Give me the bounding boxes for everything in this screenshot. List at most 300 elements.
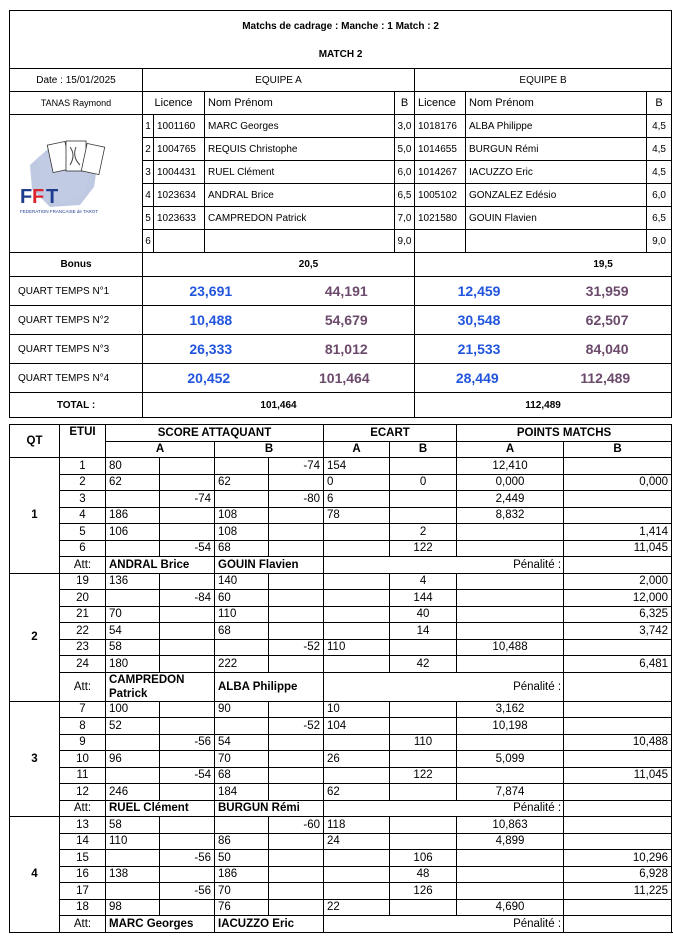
score-b-positive: 60	[215, 590, 269, 607]
player-row	[10, 115, 672, 138]
points-a	[457, 606, 564, 623]
team-b-b-value: 6,5	[647, 207, 672, 230]
ecart-b: 4	[390, 573, 457, 590]
summary-table	[9, 10, 672, 418]
score-b-negative	[269, 540, 324, 557]
player-number: 3	[143, 161, 154, 184]
name-header-b: Nom Prénom	[466, 92, 647, 115]
etui-number: 18	[60, 899, 106, 916]
ecart-b: 42	[390, 656, 457, 673]
score-b-positive: 108	[215, 507, 269, 524]
team-b-quarter-points: 28,449	[455, 370, 499, 386]
points-b: 2,000	[564, 573, 672, 590]
ecart-b	[390, 491, 457, 508]
points-a: 0,000	[457, 474, 564, 491]
score-b-positive: 68	[215, 540, 269, 557]
points-a	[457, 573, 564, 590]
team-a-cumulative: 81,012	[324, 341, 368, 357]
attacker-label: Att:	[60, 672, 106, 701]
score-b-negative: -52	[269, 639, 324, 656]
score-a-negative	[160, 623, 215, 640]
quarter-label: QUART TEMPS N°2	[10, 306, 143, 335]
score-a-positive: 70	[106, 606, 160, 623]
score-b-positive: 184	[215, 784, 269, 801]
score-b-negative	[269, 767, 324, 784]
total-label: TOTAL :	[10, 393, 143, 418]
ecart-a	[324, 767, 390, 784]
ecart-b: 0	[390, 474, 457, 491]
quarter-label: QUART TEMPS N°1	[10, 277, 143, 306]
licence-header-b: Licence	[415, 92, 466, 115]
ecart-b: 14	[390, 623, 457, 640]
team-b-cumulative: 31,959	[585, 283, 629, 299]
penalty-label: Pénalité :	[324, 557, 564, 574]
points-a: 10,198	[457, 718, 564, 735]
ecart-a	[324, 866, 390, 883]
quarter-row	[10, 306, 672, 335]
ecart-b: 122	[390, 767, 457, 784]
score-a-negative	[160, 701, 215, 718]
team-b-b-value: 4,5	[647, 138, 672, 161]
ecart-b	[390, 833, 457, 850]
ecart-a: 6	[324, 491, 390, 508]
points-b: 12,000	[564, 590, 672, 607]
ecart-b: 126	[390, 883, 457, 900]
team-b-quarter-points: 30,548	[457, 312, 501, 328]
ecart-a: 104	[324, 718, 390, 735]
attacker-row	[10, 557, 672, 574]
etui-row	[10, 474, 672, 491]
points-b	[564, 751, 672, 768]
match-date: Date : 15/01/2025	[10, 69, 143, 92]
score-b-positive: 62	[215, 474, 269, 491]
ecart-b	[390, 718, 457, 735]
score-b-positive: 140	[215, 573, 269, 590]
score-a-negative	[160, 817, 215, 834]
etui-row	[10, 623, 672, 640]
fft-logo	[10, 115, 143, 253]
etui-number: 14	[60, 833, 106, 850]
score-a-negative	[160, 751, 215, 768]
points-b-header: B	[564, 441, 672, 458]
ecart-a	[324, 524, 390, 541]
score-a-negative	[160, 606, 215, 623]
points-a: 3,162	[457, 701, 564, 718]
score-a-negative: -56	[160, 734, 215, 751]
attacker-team-a: RUEL Clément	[106, 800, 215, 817]
quarter-row	[10, 364, 672, 393]
score-b-positive	[215, 639, 269, 656]
player-number: 4	[143, 184, 154, 207]
score-a-positive	[106, 540, 160, 557]
points-b: 11,045	[564, 767, 672, 784]
score-b-negative: -60	[269, 817, 324, 834]
etui-row	[10, 491, 672, 508]
score-b-positive	[215, 458, 269, 475]
etui-number: 21	[60, 606, 106, 623]
etui-row	[10, 701, 672, 718]
ecart-a	[324, 850, 390, 867]
ecart-a: 0	[324, 474, 390, 491]
etui-number: 2	[60, 474, 106, 491]
ecart-a	[324, 883, 390, 900]
score-a-positive: 58	[106, 817, 160, 834]
team-a-quarter-scores	[143, 364, 415, 393]
etui-number: 6	[60, 540, 106, 557]
attacker-row	[10, 916, 672, 933]
team-b-b-value: 6,0	[647, 184, 672, 207]
ecart-a	[324, 734, 390, 751]
points-a: 8,832	[457, 507, 564, 524]
referee-name: TANAS Raymond	[10, 92, 143, 115]
score-a-positive	[106, 491, 160, 508]
score-a-negative: -54	[160, 540, 215, 557]
points-a	[457, 883, 564, 900]
score-b-positive: 108	[215, 524, 269, 541]
attacker-team-b: ALBA Philippe	[215, 672, 324, 701]
score-b-positive: 70	[215, 883, 269, 900]
team-b-player-name: ALBA Philippe	[466, 115, 647, 138]
score-b-positive: 68	[215, 623, 269, 640]
team-a-player-name: CAMPREDON Patrick	[205, 207, 395, 230]
sheet-title: Matchs de cadrage : Manche : 1 Match : 2	[10, 11, 672, 42]
etui-row	[10, 751, 672, 768]
team-a-cumulative: 44,191	[324, 283, 368, 299]
score-b-negative	[269, 701, 324, 718]
score-a-negative: -84	[160, 590, 215, 607]
score-b-negative	[269, 751, 324, 768]
ecart-b	[390, 899, 457, 916]
team-b-player-name: BURGUN Rémi	[466, 138, 647, 161]
team-a-quarter-points: 26,333	[189, 341, 233, 357]
team-a-quarter-points: 10,488	[189, 312, 233, 328]
quarter-label: QUART TEMPS N°4	[10, 364, 143, 393]
score-b-positive: 68	[215, 767, 269, 784]
team-b-quarter-points: 21,533	[457, 341, 501, 357]
etui-row	[10, 734, 672, 751]
team-a-b-value: 7,0	[395, 207, 415, 230]
points-b	[564, 507, 672, 524]
points-b: 10,488	[564, 734, 672, 751]
team-b-player-name: GONZALEZ Edésio	[466, 184, 647, 207]
attacker-team-b: BURGUN Rémi	[215, 800, 324, 817]
points-a: 10,863	[457, 817, 564, 834]
team-b-b-value: 4,5	[647, 161, 672, 184]
score-sheet	[9, 10, 671, 933]
etui-number: 4	[60, 507, 106, 524]
points-a	[457, 850, 564, 867]
b-header-a: B	[395, 92, 415, 115]
score-header: SCORE ATTAQUANT	[106, 425, 324, 442]
score-a-negative: -74	[160, 491, 215, 508]
score-a-positive: 180	[106, 656, 160, 673]
etui-number: 19	[60, 573, 106, 590]
player-number: 2	[143, 138, 154, 161]
score-a-negative	[160, 866, 215, 883]
points-b	[564, 817, 672, 834]
quarter-number: 3	[10, 701, 60, 817]
team-a-quarter-points: 20,452	[187, 370, 231, 386]
points-b	[564, 899, 672, 916]
score-a-negative	[160, 899, 215, 916]
ecart-a	[324, 590, 390, 607]
points-b: 11,045	[564, 540, 672, 557]
score-a-negative	[160, 474, 215, 491]
etui-row	[10, 524, 672, 541]
name-header-a: Nom Prénom	[205, 92, 395, 115]
team-b-licence: 1018176	[415, 115, 466, 138]
ecart-b	[390, 507, 457, 524]
ecart-a	[324, 606, 390, 623]
score-b-negative: -52	[269, 718, 324, 735]
team-a-quarter-scores	[143, 306, 415, 335]
etui-number: 11	[60, 767, 106, 784]
score-b-positive	[215, 817, 269, 834]
team-b-licence: 1005102	[415, 184, 466, 207]
etui-number: 20	[60, 590, 106, 607]
ecart-a: 10	[324, 701, 390, 718]
points-a: 2,449	[457, 491, 564, 508]
score-a-negative	[160, 507, 215, 524]
points-a: 10,488	[457, 639, 564, 656]
team-a-cumulative: 54,679	[324, 312, 368, 328]
ecart-a: 22	[324, 899, 390, 916]
team-a-player-name: RUEL Clément	[205, 161, 395, 184]
score-a-positive: 136	[106, 573, 160, 590]
detail-table	[9, 424, 672, 933]
attacker-team-b: IACUZZO Eric	[215, 916, 324, 933]
team-a-player-name: ANDRAL Brice	[205, 184, 395, 207]
score-a-negative: -54	[160, 767, 215, 784]
team-b-player-name: IACUZZO Eric	[466, 161, 647, 184]
points-a	[457, 656, 564, 673]
score-b-negative	[269, 590, 324, 607]
team-a-licence: 1023634	[154, 184, 205, 207]
points-b: 6,481	[564, 656, 672, 673]
score-a-negative	[160, 639, 215, 656]
team-a-player-name: MARC Georges	[205, 115, 395, 138]
ecart-a: 110	[324, 639, 390, 656]
etui-row	[10, 899, 672, 916]
ecart-a: 26	[324, 751, 390, 768]
score-a-negative	[160, 524, 215, 541]
team-a-quarter-scores	[143, 277, 415, 306]
player-number: 1	[143, 115, 154, 138]
score-b-positive	[215, 718, 269, 735]
score-b-negative	[269, 606, 324, 623]
svg-text:F: F	[32, 186, 45, 208]
ecart-b	[390, 458, 457, 475]
attacker-label: Att:	[60, 800, 106, 817]
etui-number: 24	[60, 656, 106, 673]
score-b-positive: 76	[215, 899, 269, 916]
etui-row	[10, 656, 672, 673]
etui-number: 13	[60, 817, 106, 834]
penalty-label: Pénalité :	[324, 916, 564, 933]
points-b	[564, 639, 672, 656]
team-b-quarter-scores	[415, 306, 672, 335]
score-b-negative	[269, 866, 324, 883]
ecart-b: 2	[390, 524, 457, 541]
quarter-label: QUART TEMPS N°3	[10, 335, 143, 364]
attacker-team-a: CAMPREDON Patrick	[106, 672, 215, 701]
points-header: POINTS MATCHS	[457, 425, 672, 442]
team-a-licence: 1001160	[154, 115, 205, 138]
etui-row	[10, 718, 672, 735]
score-a-negative	[160, 458, 215, 475]
team-b-quarter-scores	[415, 364, 672, 393]
ecart-header: ECART	[324, 425, 457, 442]
score-a-positive	[106, 850, 160, 867]
team-b-licence: 1014655	[415, 138, 466, 161]
team-a-quarter-points: 23,691	[189, 283, 233, 299]
ecart-b: 40	[390, 606, 457, 623]
team-a-licence	[154, 230, 205, 253]
score-b-negative: -74	[269, 458, 324, 475]
score-a-positive: 138	[106, 866, 160, 883]
points-a	[457, 540, 564, 557]
etui-number: 10	[60, 751, 106, 768]
ecart-a	[324, 623, 390, 640]
score-a-positive: 80	[106, 458, 160, 475]
etui-number: 15	[60, 850, 106, 867]
etui-row	[10, 866, 672, 883]
team-a-b-value: 3,0	[395, 115, 415, 138]
team-b-cumulative: 62,507	[585, 312, 629, 328]
score-a-positive: 106	[106, 524, 160, 541]
points-b: 10,296	[564, 850, 672, 867]
ecart-a	[324, 656, 390, 673]
attacker-label: Att:	[60, 916, 106, 933]
penalty-value	[564, 800, 672, 817]
etui-row	[10, 883, 672, 900]
ecart-b: 144	[390, 590, 457, 607]
team-a-b-value: 9,0	[395, 230, 415, 253]
ecart-a	[324, 573, 390, 590]
team-a-quarter-scores	[143, 335, 415, 364]
etui-row	[10, 606, 672, 623]
score-a-negative: -56	[160, 850, 215, 867]
team-b-licence	[415, 230, 466, 253]
score-b-positive: 186	[215, 866, 269, 883]
ecart-b: 106	[390, 850, 457, 867]
points-a	[457, 590, 564, 607]
points-a-header: A	[457, 441, 564, 458]
points-b	[564, 491, 672, 508]
score-b-positive: 54	[215, 734, 269, 751]
team-b-header: EQUIPE B	[415, 69, 672, 92]
attacker-team-a: ANDRAL Brice	[106, 557, 215, 574]
points-a	[457, 734, 564, 751]
quarter-number: 2	[10, 573, 60, 701]
team-a-b-value: 6,5	[395, 184, 415, 207]
player-number: 6	[143, 230, 154, 253]
match-title: MATCH 2	[10, 41, 672, 69]
score-b-positive: 90	[215, 701, 269, 718]
team-b-player-name: GOUIN Flavien	[466, 207, 647, 230]
etui-number: 22	[60, 623, 106, 640]
score-b-negative	[269, 833, 324, 850]
team-a-licence: 1004765	[154, 138, 205, 161]
points-a: 7,874	[457, 784, 564, 801]
bonus-team-b: 19,5	[415, 253, 672, 277]
quarter-number: 1	[10, 458, 60, 574]
score-a-negative	[160, 784, 215, 801]
score-a-negative	[160, 656, 215, 673]
attacker-team-b: GOUIN Flavien	[215, 557, 324, 574]
etui-row	[10, 784, 672, 801]
etui-number: 3	[60, 491, 106, 508]
penalty-value	[564, 672, 672, 701]
team-b-quarter-points: 12,459	[457, 283, 501, 299]
points-a	[457, 866, 564, 883]
etui-row	[10, 767, 672, 784]
points-b	[564, 701, 672, 718]
team-a-player-name	[205, 230, 395, 253]
etui-row	[10, 833, 672, 850]
score-b-negative	[269, 507, 324, 524]
score-a-positive: 100	[106, 701, 160, 718]
attacker-team-a: MARC Georges	[106, 916, 215, 933]
points-a	[457, 767, 564, 784]
svg-text:F: F	[20, 186, 33, 208]
ecart-a	[324, 540, 390, 557]
score-a-positive: 96	[106, 751, 160, 768]
etui-row	[10, 850, 672, 867]
points-b: 1,414	[564, 524, 672, 541]
total-team-a: 101,464	[143, 393, 415, 418]
points-b	[564, 458, 672, 475]
score-b-header: B	[215, 441, 324, 458]
score-a-header: A	[106, 441, 215, 458]
team-a-licence: 1004431	[154, 161, 205, 184]
etui-row	[10, 540, 672, 557]
team-a-licence: 1023633	[154, 207, 205, 230]
team-b-cumulative: 112,489	[580, 370, 631, 386]
score-a-positive: 62	[106, 474, 160, 491]
b-header-b: B	[647, 92, 672, 115]
etui-row	[10, 573, 672, 590]
points-b	[564, 833, 672, 850]
score-a-positive: 246	[106, 784, 160, 801]
points-b	[564, 784, 672, 801]
score-b-positive: 86	[215, 833, 269, 850]
quarter-row	[10, 335, 672, 364]
score-b-positive: 110	[215, 606, 269, 623]
team-a-b-value: 5,0	[395, 138, 415, 161]
points-a	[457, 623, 564, 640]
etui-row	[10, 590, 672, 607]
score-a-positive	[106, 590, 160, 607]
svg-text:T: T	[46, 186, 59, 208]
quarter-row	[10, 277, 672, 306]
etui-number: 1	[60, 458, 106, 475]
team-b-player-name	[466, 230, 647, 253]
score-b-negative	[269, 573, 324, 590]
score-b-negative	[269, 850, 324, 867]
attacker-row	[10, 800, 672, 817]
bonus-label: Bonus	[10, 253, 143, 277]
ecart-a: 154	[324, 458, 390, 475]
etui-number: 8	[60, 718, 106, 735]
score-b-negative	[269, 899, 324, 916]
ecart-b	[390, 751, 457, 768]
score-a-negative: -56	[160, 883, 215, 900]
team-b-licence: 1014267	[415, 161, 466, 184]
ecart-b: 110	[390, 734, 457, 751]
qt-header: QT	[10, 425, 60, 458]
score-a-negative	[160, 833, 215, 850]
